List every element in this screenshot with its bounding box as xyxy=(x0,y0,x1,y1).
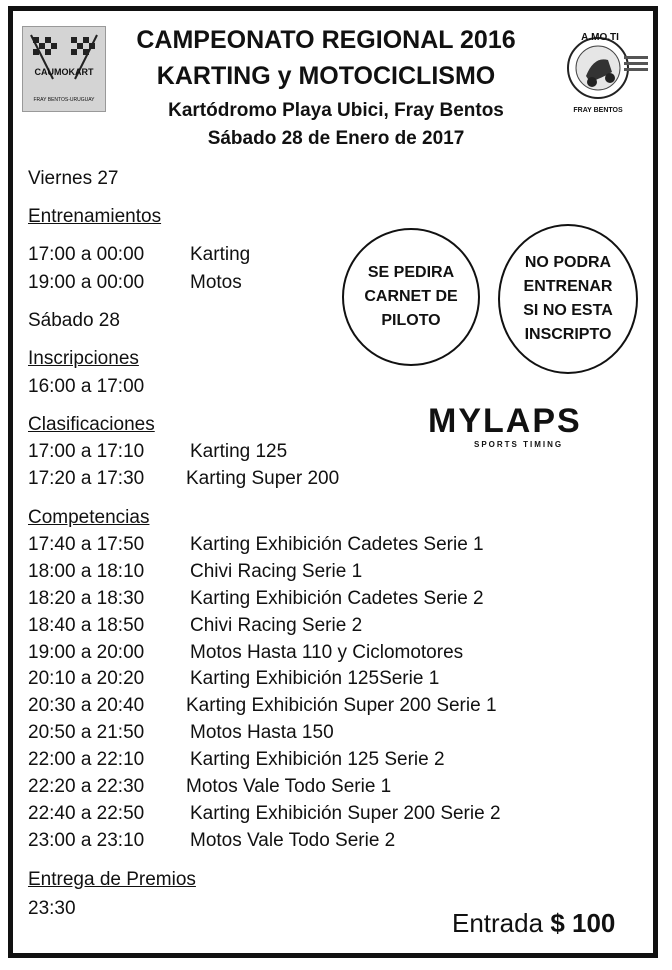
entrada-amount: $ 100 xyxy=(550,908,616,938)
section-inscripciones: Inscripciones xyxy=(28,348,139,369)
schedule-event: Karting Exhibición Cadetes Serie 2 xyxy=(190,588,484,609)
notice-line: CARNET DE xyxy=(364,288,458,305)
schedule-event: Chivi Racing Serie 2 xyxy=(190,615,363,636)
schedule-event: Motos Vale Todo Serie 1 xyxy=(186,776,392,797)
schedule-event: Karting 125 xyxy=(190,441,288,462)
svg-text:FRAY BENTOS-URUGUAY: FRAY BENTOS-URUGUAY xyxy=(33,97,95,103)
svg-text:FRAY BENTOS: FRAY BENTOS xyxy=(573,107,623,114)
section-entrega-premios: Entrega de Premios xyxy=(28,869,196,890)
schedule-time: 17:00 a 00:00 xyxy=(28,244,145,265)
schedule-event: Motos xyxy=(190,272,242,293)
title-line-1: CAMPEONATO REGIONAL 2016 xyxy=(136,26,516,54)
schedule-event: Karting Super 200 xyxy=(186,468,340,489)
venue: Kartódromo Playa Ubici, Fray Bentos xyxy=(168,100,504,121)
schedule-event: Karting Exhibición Cadetes Serie 1 xyxy=(190,534,484,555)
schedule-time: 22:20 a 22:30 xyxy=(28,776,145,797)
event-date: Sábado 28 de Enero de 2017 xyxy=(207,128,465,149)
svg-text:CAUMOKART: CAUMOKART xyxy=(34,67,94,77)
schedule-time: 19:00 a 20:00 xyxy=(28,642,145,663)
schedule-event: Chivi Racing Serie 1 xyxy=(190,561,363,582)
schedule-time: 22:40 a 22:50 xyxy=(28,803,145,824)
schedule-event: Karting Exhibición Super 200 Serie 1 xyxy=(186,695,497,716)
schedule-time: 23:30 xyxy=(28,898,76,919)
notice-line: ENTRENAR xyxy=(523,278,613,295)
day-friday-label: Viernes 27 xyxy=(28,168,119,189)
schedule-event: Karting xyxy=(190,244,251,265)
schedule-time: 20:30 a 20:40 xyxy=(28,695,145,716)
notice-line: PILOTO xyxy=(381,312,441,329)
schedule-time: 20:50 a 21:50 xyxy=(28,722,145,743)
schedule-event: Karting Exhibición 125 Serie 2 xyxy=(190,749,445,770)
notice-line: SE PEDIRA xyxy=(367,264,455,281)
schedule-time: 17:40 a 17:50 xyxy=(28,534,145,555)
section-entrenamientos: Entrenamientos xyxy=(28,206,162,227)
mylaps-tagline: SPORTS TIMING xyxy=(474,440,564,449)
schedule-time: 16:00 a 17:00 xyxy=(28,376,145,397)
entrada-label: Entrada xyxy=(452,908,544,938)
notice-line: NO PODRA xyxy=(524,254,612,271)
schedule-time: 19:00 a 00:00 xyxy=(28,272,145,293)
section-competencias: Competencias xyxy=(28,507,150,528)
schedule-time: 17:00 a 17:10 xyxy=(28,441,145,462)
schedule-event: Karting Exhibición 125Serie 1 xyxy=(190,668,440,689)
day-saturday-label: Sábado 28 xyxy=(28,310,120,331)
schedule-time: 20:10 a 20:20 xyxy=(28,668,145,689)
notice-line: SI NO ESTA xyxy=(523,302,613,319)
schedule-time: 22:00 a 22:10 xyxy=(28,749,145,770)
notice-line: INSCRIPTO xyxy=(524,326,612,343)
schedule-time: 18:00 a 18:10 xyxy=(28,561,145,582)
schedule-event: Motos Vale Todo Serie 2 xyxy=(190,830,396,851)
schedule-time: 18:20 a 18:30 xyxy=(28,588,145,609)
schedule-event: Motos Hasta 110 y Ciclomotores xyxy=(190,642,464,663)
notice-inscripcion-circle xyxy=(498,224,638,374)
notice-carnet-circle xyxy=(342,228,480,366)
mylaps-logo: MYLAPS xyxy=(428,402,582,440)
entrada-price xyxy=(452,908,615,939)
schedule-event: Motos Hasta 150 xyxy=(190,722,334,743)
svg-text:A.MO.TI: A.MO.TI xyxy=(581,32,619,43)
schedule-time: 17:20 a 17:30 xyxy=(28,468,145,489)
section-clasificaciones: Clasificaciones xyxy=(28,414,155,435)
title-line-2: KARTING y MOTOCICLISMO xyxy=(156,62,496,90)
schedule-event: Karting Exhibición Super 200 Serie 2 xyxy=(190,803,501,824)
schedule-time: 18:40 a 18:50 xyxy=(28,615,145,636)
schedule-time: 23:00 a 23:10 xyxy=(28,830,145,851)
